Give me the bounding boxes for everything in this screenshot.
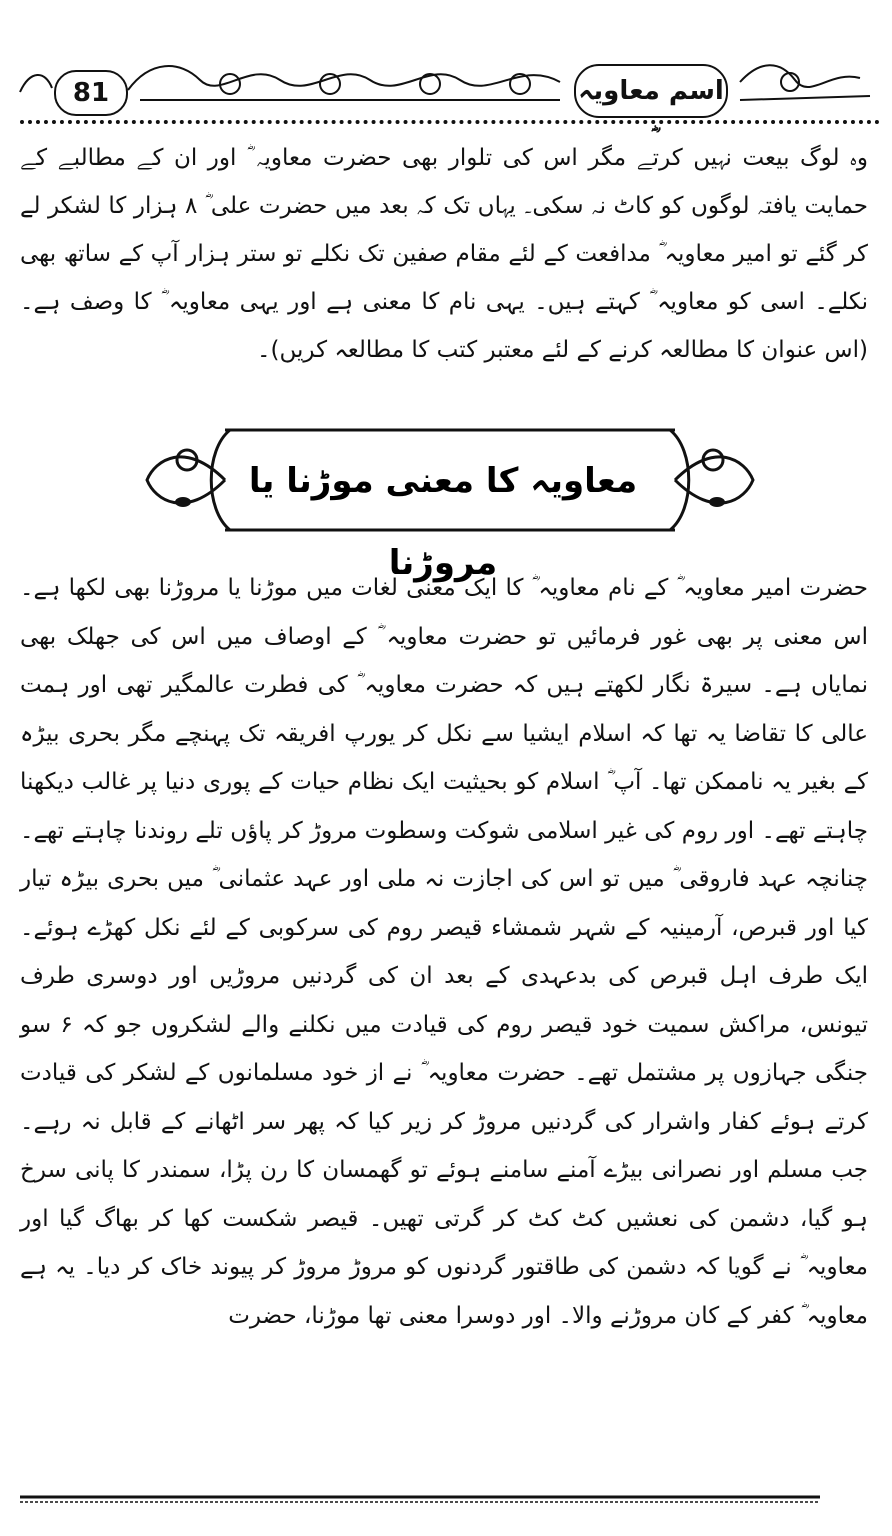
paragraph-1: وہ لوگ بیعت نہیں کرتے مگر اس کی تلوار بھی حضرت معاویہ ؓ اور ان کے مطالبے کے حمایت یافتہ لوگوں کو کاٹ نہ سکی۔ یہاں تک کہ بعد میں حضرت علی ؓ ۸ ہزار کا لشکر لے کر گئے تو امیر معاویہ ؓ مدافعت کے لئے مقام صفین تک نکلے تو ستر ہزار آپ کے ساتھ بھی نکلے۔ اسی کو معاویہ ؓ کہتے ہیں۔ یہی نام کا معنی ہے اور یہی معاویہ ؓ کا وصف ہے۔ (اس عنوان کا مطالعہ کرنے کے لئے معتبر کتب کا مطالعہ کریں)۔ <box>20 145 868 363</box>
page-number: 81 <box>54 70 128 116</box>
header-divider <box>20 120 880 128</box>
section-heading: معاویہ کا معنی موڑنا یا مروڑنا <box>248 461 638 583</box>
ornamental-header-border <box>0 0 892 130</box>
footer-divider <box>20 1495 820 1505</box>
paragraph-2: حضرت امیر معاویہ ؓ کے نام معاویہ ؓ کا ایک معنی لغات میں موڑنا یا مروڑنا بھی لکھا ہے۔ اس معنی پر بھی غور فرمائیں تو حضرت معاویہ ؓ کے اوصاف میں اس کی جھلک بھی نمایاں ہے۔ سیرۃ نگار لکھتے ہیں کہ حضرت معاویہ ؓ کی فطرت عالمگیر تھی اور ہمت عالی کا تقاضا یہ تھا کہ اسلام ایشیا سے نکل کر یورپ افریقہ تک پہنچے مگر بحری بیڑہ کے بغیر یہ ناممکن تھا۔ آپ ؓ اسلام کو بحیثیت ایک نظام حیات کے پوری دنیا پر غالب دیکھنا چاہتے تھے۔ اور روم کی غیر اسلامی شوکت وسطوت مروڑ کر پاؤں تلے روندنا چاہتے تھے۔ چنانچہ عہد فاروقی ؓ میں تو اس کی اجازت نہ ملی اور عہد عثمانی ؓ میں بحری بیڑہ تیار کیا اور قبرص، آرمینیہ کے شہر شمشاء قیصر روم کی سرکوبی کے لئے نکل کھڑے ہوئے۔ ایک طرف اہل قبرص کی بدعہدی کے بعد ان کی گردنیں مروڑیں اور دوسری طرف تیونس، مراکش سمیت خود قیصر روم کی قیادت میں نکلنے والے لشکروں جو کہ ۶ سو جنگی جہازوں پر مشتمل تھے۔ حضرت معاویہ ؓ نے از خود مسلمانوں کے لشکر کی قیادت کرتے ہوئے کفار واشرار کی گردنیں مروڑ کر زیر کیا کہ پھر سر اٹھانے کے قابل نہ رہے۔ جب مسلم اور نصرانی بیڑے آمنے سامنے ہوئے تو گھمسان کا رن پڑا، سمندر کا پانی سرخ ہو گیا، دشمن کی نعشیں کٹ کٹ کر گرتی تھیں۔ قیصر شکست کھا کر بھاگ گیا اور معاویہ ؓ نے گویا کہ دشمن کی طاقتور گردنوں کو مروڑ مروڑ کر پیوند خاک کر دیا۔ یہ ہے معاویہ ؓ کفر کے کان مروڑنے والا۔ اور دوسرا معنی تھا موڑنا، حضرت <box>20 575 868 1329</box>
running-title: اسم معاویہ <box>574 64 728 118</box>
page-header <box>0 0 892 130</box>
